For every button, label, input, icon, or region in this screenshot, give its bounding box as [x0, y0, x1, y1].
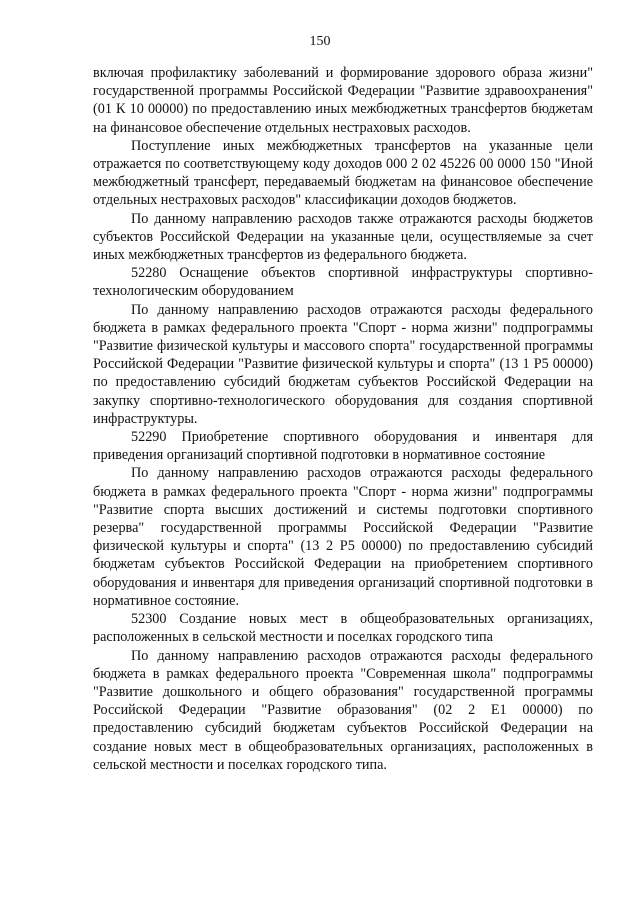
document-body — [93, 64, 593, 774]
section-heading-52290: 52290 Приобретение спортивного оборудования и инвентаря для приведения организаций спортивной подготовки в нормативное состояние — [93, 429, 593, 464]
paragraph-52290-description: По данному направлению расходов отражаются расходы федерального бюджета в рамках федерального проекта "Спорт - норма жизни" подпрограммы "Развитие спорта высших достижений и системы подготовки спортивного резерва" государственной программы Российской Федерации "Развитие физической культуры и спорта" (13 2 P5 00000) по предоставлению субсидий бюджетам субъектов Российской Федерации на приобретением спортивного оборудования и инвентаря для приведения организаций спортивной подготовки в нормативное состояние. — [93, 465, 593, 609]
paragraph-income-receipt: Поступление иных межбюджетных трансфертов на указанные цели отражается по соответствующему коду доходов 000 2 02 45226 00 0000 150 "Иной межбюджетный трансферт, передаваемый бюджетам на финансовое обеспечение отдельных нестраховых расходов" классификации доходов бюджетов. — [93, 137, 593, 209]
section-heading-52300: 52300 Создание новых мест в общеобразовательных организациях, расположенных в сельской местности и поселках городского типа — [93, 611, 593, 646]
section-heading-52280: 52280 Оснащение объектов спортивной инфраструктуры спортивно-технологическим оборудованием — [93, 265, 593, 300]
paragraph-52280-description: По данному направлению расходов отражаются расходы федерального бюджета в рамках федерального проекта "Спорт - норма жизни" подпрограммы "Развитие физической культуры и массового спорта" государственной программы Российской Федерации "Развитие физической культуры и спорта" (13 1 P5 00000) по предоставлению субсидий бюджетам субъектов Российской Федерации на закупку спортивно-технологического оборудования для создания спортивной инфраструктуры. — [93, 301, 593, 427]
paragraph-continuation: включая профилактику заболеваний и формирование здорового образа жизни" государственной программы Российской Федерации "Развитие здравоохранения" (01 К 10 00000) по предоставлению иных межбюджетных трансфертов бюджетам на финансовое обеспечение отдельных нестраховых расходов. — [93, 65, 593, 136]
page-number: 150 — [309, 34, 331, 49]
paragraph-regional-expenses: По данному направлению расходов также отражаются расходы бюджетов субъектов Российской Федерации на указанные цели, осуществляемые за счет иных межбюджетных трансфертов из федерального бюджета. — [93, 210, 593, 264]
paragraph-52300-description: По данному направлению расходов отражаются расходы федерального бюджета в рамках федерального проекта "Современная школа" подпрограммы "Развитие дошкольного и общего образования" государственной программы Российской Федерации "Развитие образования" (02 2 E1 00000) по предоставлению субсидий бюджетам субъектов Российской Федерации на создание новых мест в общеобразовательных организациях, расположенных в сельской местности и поселках городского типа. — [93, 647, 593, 773]
